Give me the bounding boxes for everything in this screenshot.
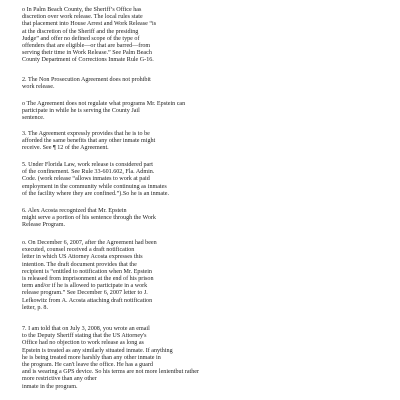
text-line: serving their time in Work Release.” See Palm Beach [22, 50, 152, 57]
text-line: letter, p. 8. [22, 304, 48, 311]
text-line: that placement into House Arrest and Work Release “is [22, 21, 157, 28]
text-line: release program.” See December 6, 2007 letter to J. [22, 290, 148, 297]
paragraph-same-benefits [22, 131, 382, 153]
text-line: and is wearing a GPS device. So his terms are not more lenientbut rather [22, 369, 200, 376]
text-line: Judge” and offer no defined scope of the type of [22, 35, 140, 42]
text-line: is released from imprisonment at the end of his prison [22, 275, 154, 282]
text-line: Office had no objection to work release as long as [22, 340, 144, 347]
text-line: Lefkowitz from A. Acosta attaching draft notification [22, 297, 153, 304]
text-line: Code. (work release “allows inmates to work at paid [22, 176, 150, 183]
text-line: 2. The Non Prosecution Agreement does not prohibit [22, 77, 151, 83]
paragraph-florida-law [22, 162, 382, 198]
text-line: 7. I am told that on July 3, 2008, you wrote an email [22, 326, 150, 332]
text-line: executed, counsel received a draft notification [22, 247, 135, 254]
text-line: work release. [22, 84, 55, 91]
paragraph-npa-no-prohibition [22, 77, 382, 91]
text-line: employment in the community while continuing as inmates [22, 183, 167, 190]
text-line: offenders that are eligible—or that are barred—from [22, 42, 151, 49]
paragraph-agreement-programs [22, 101, 382, 123]
text-line: letter in which US Attorney Acosta expresses this [22, 254, 143, 261]
text-line: to the Deputy Sheriff stating that the US Attorney's [22, 333, 147, 340]
text-line: participate in while he is serving the County Jail [22, 108, 140, 115]
text-line: at the discretion of the Sheriff and the presiding [22, 28, 139, 35]
text-line: Release Program. [22, 222, 65, 229]
text-line: Epstein is treated as any similarly situated inmate. If anything [22, 347, 173, 354]
text-line: of the confinement. See Rule 33-601.602, Fla. Admin. [22, 169, 155, 176]
paragraph-acosta-recognized [22, 208, 382, 230]
text-line: o In Palm Beach County, the Sheriff’s Office has [22, 7, 142, 13]
text-line: he is being treated more harshly than any other inmate in [22, 354, 161, 361]
text-line: discretion over work release. The local rules state [22, 14, 143, 21]
text-line: afforded the same benefits that any other inmate might [22, 138, 156, 145]
text-line: o The Agreement does not regulate what programs Mr. Epstein can [22, 101, 186, 107]
text-line: sentence. [22, 115, 45, 122]
text-line: intention. The draft document provides that the [22, 261, 137, 268]
text-line: County Department of Corrections Inmate Rule G-16. [22, 57, 154, 64]
text-line: receive. See ¶ 12 of the Agreement. [22, 145, 109, 152]
text-line: the program. He can't leave the office. He has a guard [22, 361, 153, 368]
text-line: 6. Alex Acosta recognized that Mr. Epstein [22, 208, 127, 214]
text-line: 3. The Agreement expressly provides that he is to be [22, 131, 150, 137]
text-line: of the facility where they are confined.”).So he is an inmate. [22, 190, 170, 197]
text-line: more restrictive than any other [22, 376, 97, 383]
paragraph-draft-notification [22, 240, 382, 312]
paragraph-sheriff-discretion [22, 7, 382, 65]
text-line: inmate in the program. [22, 383, 78, 390]
paragraph-july-email [22, 326, 382, 391]
text-line: might serve a portion of his sentence through the Work [22, 215, 156, 222]
text-line: 5. Under Florida Law, work release is considered part [22, 162, 153, 168]
text-line: term and/or if he is allowed to participate in a work [22, 283, 148, 290]
text-line: recipient is “entitled to notification when Mr. Epstein [22, 268, 152, 275]
text-line: o. On December 6, 2007, after the Agreement had been [22, 240, 157, 246]
